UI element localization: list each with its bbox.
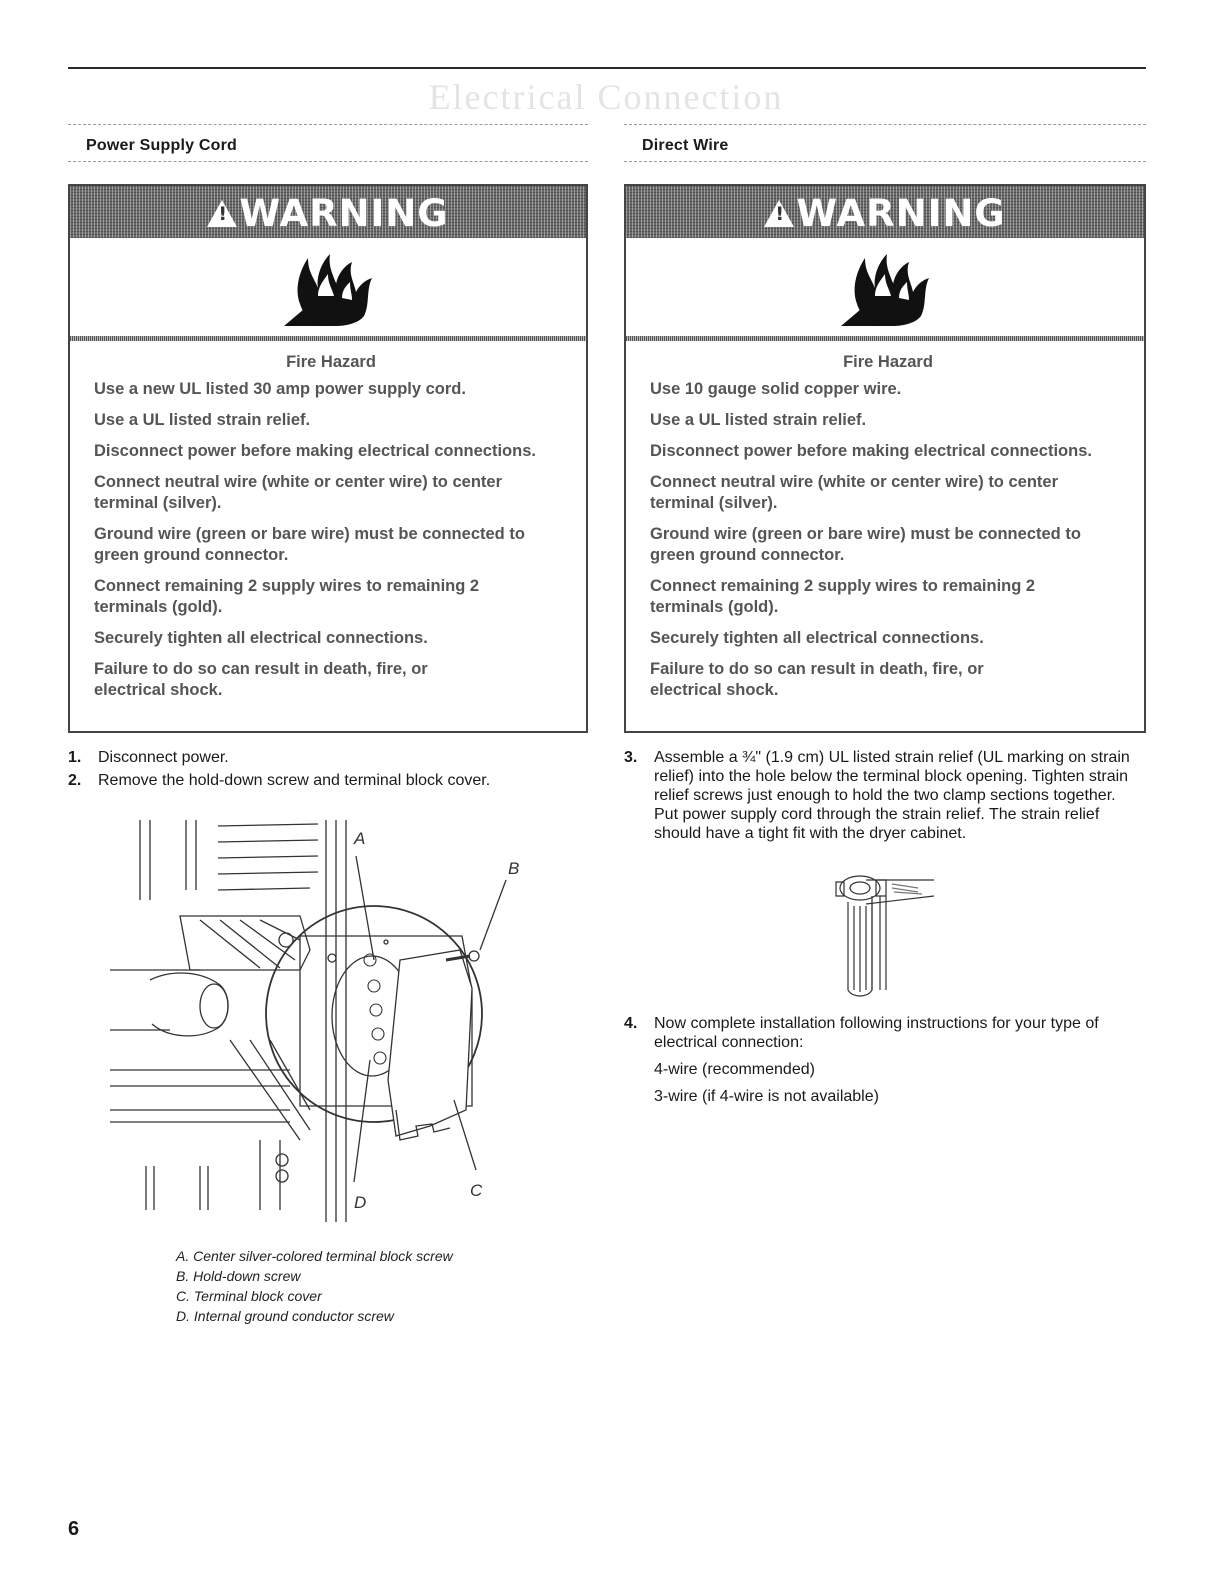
warning-line: Use 10 gauge solid copper wire. xyxy=(650,380,902,398)
step-text: Disconnect power. xyxy=(98,749,229,766)
warning-line: Connect remaining 2 supply wires to remaining 2 terminals (gold). xyxy=(94,577,480,616)
step-text: Remove the hold-down screw and terminal block cover. xyxy=(98,772,491,789)
section-heading-direct-wire xyxy=(624,124,1146,162)
figure-label-c: C xyxy=(470,1181,483,1200)
warning-divider xyxy=(70,336,586,341)
warning-triangle-icon xyxy=(764,200,794,227)
fire-hazard-icon xyxy=(835,248,935,328)
warning-box-direct-wire xyxy=(624,184,1146,733)
warning-line: Use a UL listed strain relief. xyxy=(94,411,311,429)
warning-banner xyxy=(70,186,586,238)
section-heading-power-supply-cord xyxy=(68,124,588,162)
step-text: Now complete installation following instructions for your type of electrical connection: xyxy=(654,1015,1099,1051)
step-item xyxy=(624,748,1142,843)
connection-type-list xyxy=(654,1060,1142,1106)
hazard-title: Fire Hazard xyxy=(286,353,376,371)
warning-divider xyxy=(626,336,1144,341)
warning-text xyxy=(650,352,1126,711)
step-number: 3. xyxy=(624,749,638,766)
warning-line: Disconnect power before making electrical connections. xyxy=(94,442,536,460)
warning-line: Use a new UL listed 30 amp power supply cord. xyxy=(94,380,466,398)
figure-caption: B. Hold-down screw xyxy=(176,1268,301,1284)
figure-caption: C. Terminal block cover xyxy=(176,1288,322,1304)
warning-line: Connect remaining 2 supply wires to remaining 2 terminals (gold). xyxy=(650,577,1036,616)
figure-caption: A. Center silver-colored terminal block screw xyxy=(176,1248,453,1264)
step-item xyxy=(624,1014,1142,1106)
section-heading-label: Direct Wire xyxy=(642,137,729,154)
step-number: 1. xyxy=(68,749,82,766)
hazard-title: Fire Hazard xyxy=(843,353,933,371)
warning-line: Failure to do so can result in death, fire, or electrical shock. xyxy=(650,660,984,699)
step-number: 4. xyxy=(624,1015,638,1032)
page-title: Electrical Connection xyxy=(428,77,784,117)
warning-line: Failure to do so can result in death, fire, or electrical shock. xyxy=(94,660,428,699)
terminal-block-illustration xyxy=(110,810,550,1230)
warning-line: Use a UL listed strain relief. xyxy=(650,411,867,429)
figure-label-d: D xyxy=(354,1193,367,1212)
warning-triangle-icon xyxy=(207,200,237,227)
step-item xyxy=(68,748,588,767)
warning-line: Ground wire (green or bare wire) must be connected to green ground connector. xyxy=(650,525,1081,564)
step-item xyxy=(68,771,588,790)
steps-list-left xyxy=(68,748,588,790)
figure-caption: D. Internal ground conductor screw xyxy=(176,1308,394,1324)
steps-list-right-step4 xyxy=(624,1014,1142,1114)
warning-line: Disconnect power before making electrical connections. xyxy=(650,442,1092,460)
figure-label-b: B xyxy=(508,859,520,878)
step-number: 2. xyxy=(68,772,82,789)
warning-text xyxy=(94,352,568,711)
steps-list-right-step3 xyxy=(624,748,1142,843)
figure-label-a: A xyxy=(354,829,366,848)
warning-banner xyxy=(626,186,1144,238)
warning-line: Ground wire (green or bare wire) must be connected to green ground connector. xyxy=(94,525,525,564)
warning-label: WARNING xyxy=(239,192,449,235)
top-rule xyxy=(68,67,1146,69)
page-number: 6 xyxy=(68,1518,80,1540)
strain-relief-illustration xyxy=(826,866,946,1002)
warning-label: WARNING xyxy=(796,192,1006,235)
fire-hazard-icon xyxy=(278,248,378,328)
section-heading-label: Power Supply Cord xyxy=(86,137,237,154)
step-text: Assemble a ¾" (1.9 cm) UL listed strain relief (UL marking on strain relief) into the hole below the terminal block opening. Tighten strain relief screws just enough to hold the two clamp sections together. Put power supply cord through the strain relief. The strain relief should have a tight fit with the dryer cabinet. xyxy=(654,749,1130,842)
warning-line: Securely tighten all electrical connections. xyxy=(650,629,984,647)
connection-type-4-wire: 4-wire (recommended) xyxy=(654,1061,815,1078)
connection-type-3-wire: 3-wire (if 4-wire is not available) xyxy=(654,1088,879,1105)
warning-line: Connect neutral wire (white or center wire) to center terminal (silver). xyxy=(94,473,502,512)
warning-line: Connect neutral wire (white or center wire) to center terminal (silver). xyxy=(650,473,1058,512)
figure-captions xyxy=(176,1246,453,1326)
warning-line: Securely tighten all electrical connections. xyxy=(94,629,428,647)
warning-box-power-supply-cord xyxy=(68,184,588,733)
